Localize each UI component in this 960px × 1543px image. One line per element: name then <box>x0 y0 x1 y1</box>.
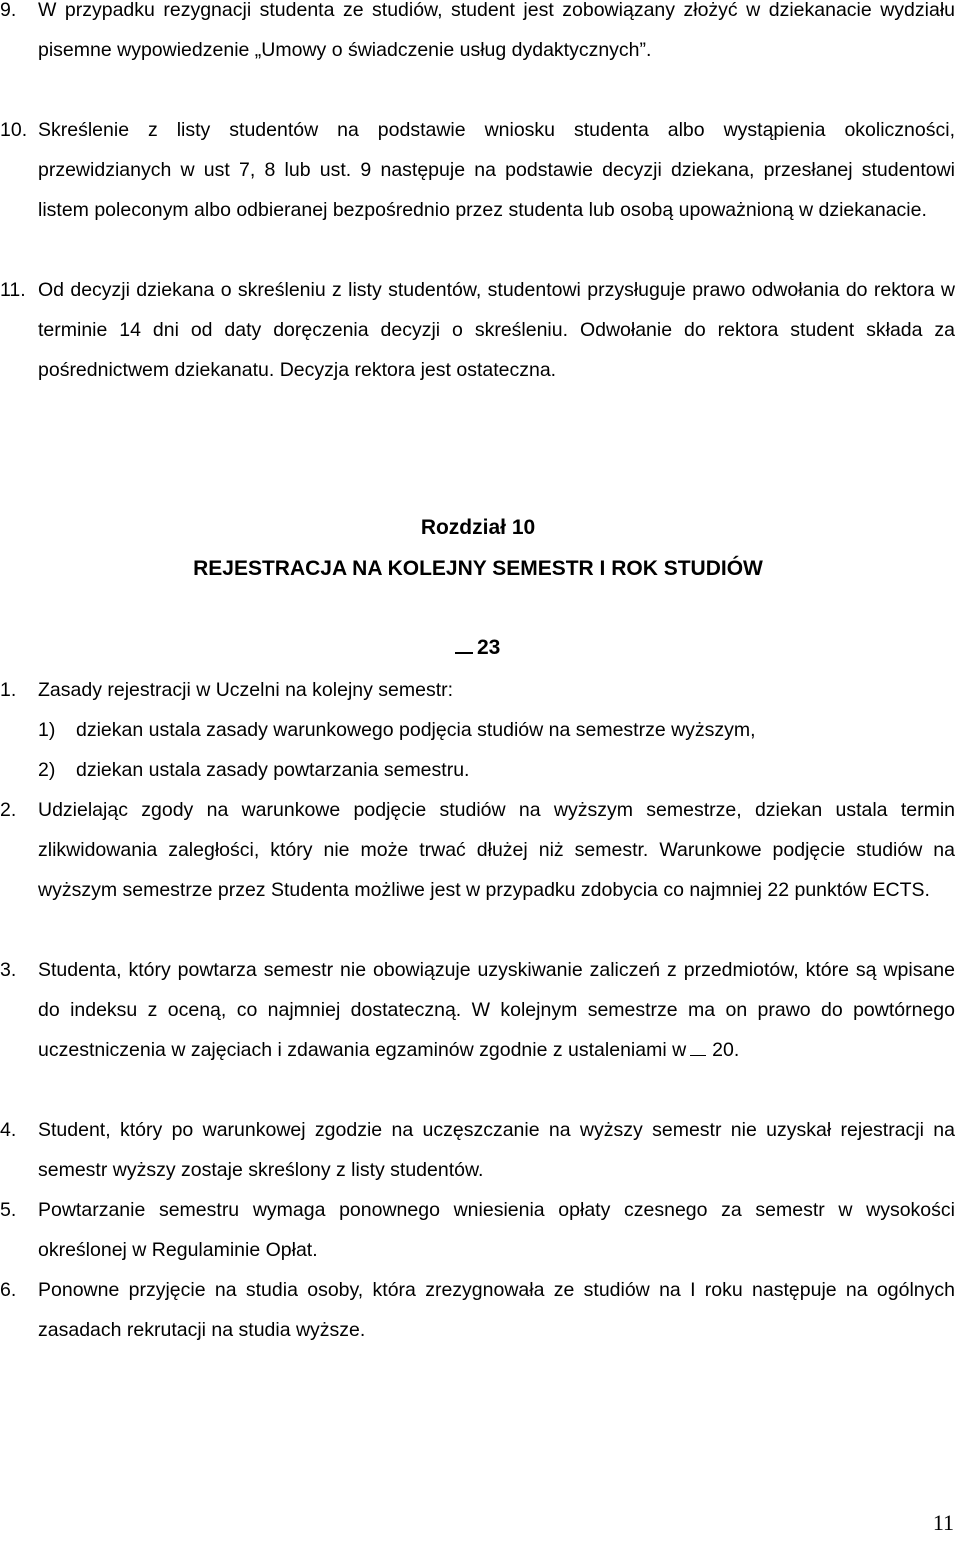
sub-item-text: dziekan ustala zasady powtarzania semestru. <box>76 759 470 781</box>
list-item-text-part: 20. <box>712 1039 740 1061</box>
list-item-3 <box>0 950 955 1070</box>
list-item-text: Student, który po warunkowej zgodzie na uczęszczanie na wyższy semestr nie uzyskał rejestracji na semestr wyższy zostaje skreślony z listy studentów. <box>38 1119 955 1181</box>
sub-item-1 <box>38 710 955 750</box>
section-sign-icon <box>690 1041 706 1056</box>
list-item-number: 5. <box>0 1199 17 1221</box>
sub-item-number: 1) <box>38 719 56 741</box>
list-item-9 <box>0 0 955 70</box>
list-item-text: Zasady rejestracji w Uczelni na kolejny semestr: <box>38 679 454 701</box>
sub-item-number: 2) <box>38 759 56 781</box>
chapter-subtitle: REJESTRACJA NA KOLEJNY SEMESTR I ROK STUDIÓW <box>193 557 763 580</box>
list-item-4 <box>0 1110 955 1190</box>
list-item-text <box>38 950 955 1070</box>
list-item-text: Skreślenie z listy studentów na podstawie wniosku studenta albo wystąpienia okoliczności, przewidzianych w ust 7, 8 lub ust. 9 następuje na podstawie decyzji dziekana, przesłanej studentowi listem poleconym albo odbieranej bezpośrednio przez studenta lub osobą upoważnioną w dziekanacie. <box>38 119 955 221</box>
list-item-number: 3. <box>0 959 17 981</box>
list-item-text-part: Studenta, który powtarza semestr nie obowiązuje uzyskiwanie zaliczeń z przedmiotów, które są wpisane do indeksu z oceną, co najmniej dostateczną. W kolejnym semestrze ma on prawo do powtórnego uczestniczenia w zajęciach i zdawania egzaminów zgodnie z ustaleniami w <box>38 959 955 1061</box>
paragraph-heading <box>455 632 500 660</box>
list-item-number: 10. <box>0 119 28 141</box>
list-item-11 <box>0 270 955 390</box>
list-item-2 <box>0 790 955 910</box>
page-number: 11 <box>932 1510 954 1535</box>
list-item-number: 6. <box>0 1279 17 1301</box>
list-item-number: 9. <box>0 0 17 21</box>
list-item-number: 2. <box>0 799 17 821</box>
list-item-text: Powtarzanie semestru wymaga ponownego wniesienia opłaty czesnego za semestr w wysokości określonej w Regulaminie Opłat. <box>38 1199 955 1261</box>
paragraph-number: 23 <box>477 636 501 659</box>
list-item-10 <box>0 110 955 230</box>
sub-item-text: dziekan ustala zasady warunkowego podjęcia studiów na semestrze wyższym, <box>76 719 756 741</box>
list-item-number: 11. <box>0 279 26 301</box>
section-sign-icon <box>455 632 473 654</box>
list-item-6 <box>0 1270 955 1350</box>
sub-item-2 <box>38 750 955 790</box>
list-item-5 <box>0 1190 955 1270</box>
chapter-title: Rozdział 10 <box>420 516 536 539</box>
list-item-number: 4. <box>0 1119 17 1141</box>
list-item-number: 1. <box>0 679 17 701</box>
list-item-1 <box>0 670 955 710</box>
list-item-text: Udzielając zgody na warunkowe podjęcie studiów na wyższym semestrze, dziekan ustala termin zlikwidowania zaległości, który nie może trwać dłużej niż semestr. Warunkowe podjęcie studiów na wyższym semestrze przez Studenta możliwe jest w przypadku zdobycia co najmniej 22 punktów ECTS. <box>38 799 955 901</box>
list-item-text: W przypadku rezygnacji studenta ze studiów, student jest zobowiązany złożyć w dziekanacie wydziału pisemne wypowiedzenie „Umowy o świadczenie usług dydaktycznych”. <box>38 0 955 61</box>
list-item-text: Ponowne przyjęcie na studia osoby, która zrezygnowała ze studiów na I roku następuje na ogólnych zasadach rekrutacji na studia wyższe. <box>38 1279 955 1341</box>
list-item-text: Od decyzji dziekana o skreśleniu z listy studentów, studentowi przysługuje prawo odwołania do rektora w terminie 14 dni od daty doręczenia decyzji o skreśleniu. Odwołanie do rektora student składa za pośrednictwem dziekanatu. Decyzja rektora jest ostateczna. <box>38 279 955 381</box>
